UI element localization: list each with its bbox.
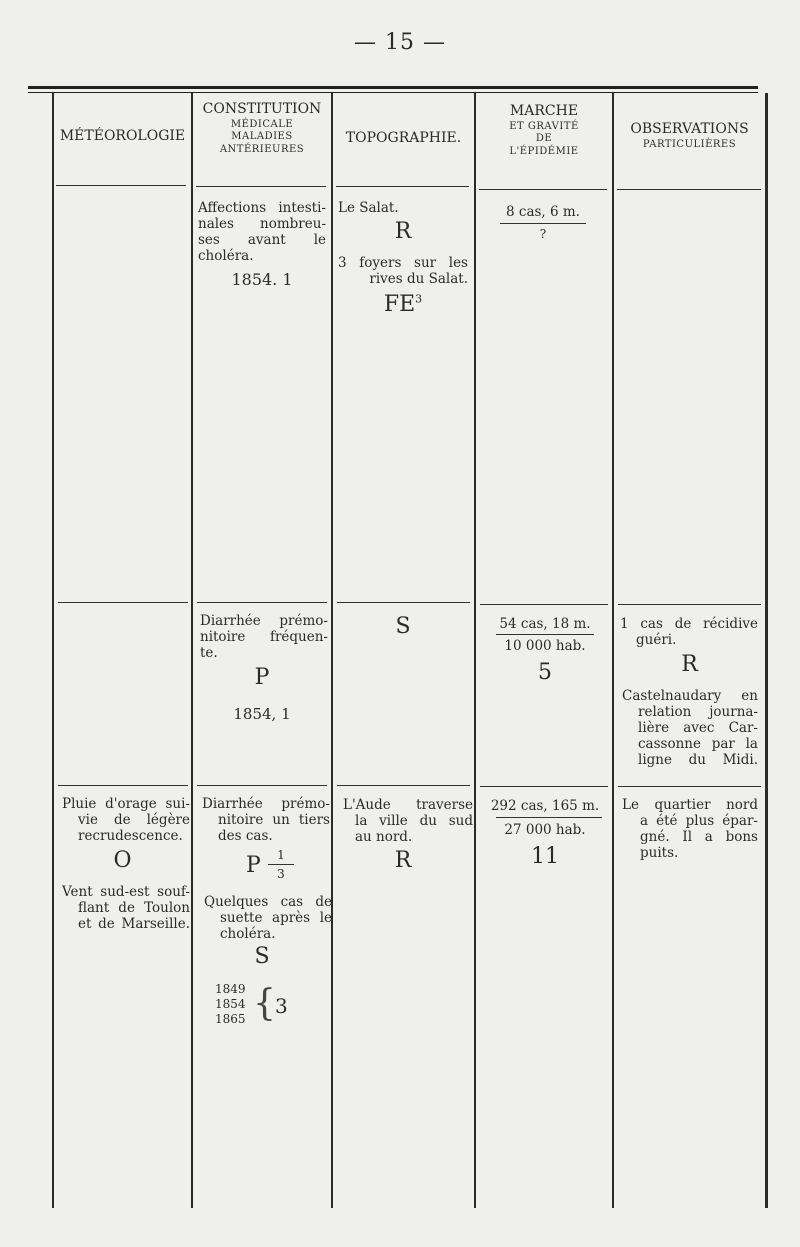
- row1-topo-code2-sup: 3: [415, 292, 423, 306]
- row3-meteo-code: O: [113, 848, 132, 873]
- text-line: gné. Il a bons: [640, 829, 758, 845]
- row1-marche-rule: [500, 223, 586, 224]
- row2-obs-text1: [620, 616, 758, 648]
- text-line: 3 foyers sur les: [338, 255, 468, 271]
- row1-marche-top: 8 cas, 6 m.: [506, 204, 580, 220]
- row1-topo-code2: [333, 292, 473, 317]
- row3-marche-bottom: 27 000 hab.: [504, 822, 586, 838]
- header-underline: [479, 189, 607, 190]
- row3-constitution-code2: S: [254, 944, 270, 969]
- column-line: [612, 93, 614, 1208]
- top-rule: [28, 86, 758, 89]
- row3-constitution-code: P: [246, 853, 261, 878]
- header-marche-line: L'ÉPIDÉMIE: [509, 145, 579, 157]
- row2-topo-code: S: [395, 614, 411, 639]
- row2-obs-text2: [622, 688, 758, 768]
- row3-meteo-text1: [62, 796, 190, 844]
- row1-constitution-text: [198, 200, 326, 264]
- row3-constitution-fraction: [268, 848, 294, 881]
- row-separator: [480, 604, 608, 605]
- text-line: Vent sud-est souf-: [62, 884, 190, 900]
- header-constitution-line: MÉDICALE: [230, 118, 294, 130]
- text-line: flant de Toulon: [78, 900, 190, 916]
- text-line: cassonne par la: [638, 736, 758, 752]
- row1-constitution-code: 1854. 1: [231, 270, 293, 289]
- row2-constitution-year: 1854, 1: [233, 705, 291, 723]
- row-separator: [58, 602, 188, 603]
- text-line: nitoire fréquen-: [200, 629, 328, 645]
- header-underline: [336, 186, 469, 187]
- row1-topo-line1: Le Salat.: [338, 200, 399, 216]
- text-line: choléra.: [198, 248, 254, 264]
- text-line: 1 cas de récidive: [620, 616, 758, 632]
- text-line: des cas.: [218, 828, 273, 844]
- row2-obs-code: R: [681, 652, 698, 677]
- header-meteorologie: [54, 128, 191, 146]
- row3-constitution-text2: [204, 894, 332, 942]
- text-line: ligne du Midi.: [638, 752, 758, 768]
- row2-marche-top: 54 cas, 18 m.: [499, 616, 591, 632]
- text-line: recrudescence.: [78, 828, 183, 844]
- row-separator: [197, 602, 327, 603]
- text-line: choléra.: [220, 926, 276, 942]
- row1-marche-bottom: ?: [539, 227, 547, 241]
- header-underline: [617, 189, 761, 190]
- row2-marche-bottom: 10 000 hab.: [504, 638, 586, 654]
- column-line: [52, 93, 54, 1208]
- text-line: Castelnaudary en: [622, 688, 758, 704]
- text-line: Quelques cas de: [204, 894, 332, 910]
- text-line: suette après le: [220, 910, 332, 926]
- text-line: au nord.: [355, 829, 413, 845]
- text-line: relation journa-: [638, 704, 758, 720]
- header-underline: [56, 185, 186, 186]
- text-line: L'Aude traverse: [343, 797, 473, 813]
- text-line: lière avec Car-: [638, 720, 758, 736]
- row3-constitution-years: [215, 982, 246, 1027]
- header-topographie: [333, 130, 474, 148]
- row-separator: [337, 602, 470, 603]
- row3-meteo-text2: [62, 884, 190, 932]
- text-line: vie de légère: [78, 812, 190, 828]
- header-meteorologie-text: MÉTÉOROLOGIE: [59, 128, 186, 144]
- header-constitution: [193, 101, 331, 156]
- row-separator: [618, 786, 761, 787]
- row1-topo-text2: [338, 255, 468, 287]
- row3-constitution-years-code: 3: [275, 994, 288, 1018]
- row3-obs-text: [622, 797, 758, 861]
- row-separator: [197, 785, 327, 786]
- row-separator: [58, 785, 188, 786]
- row-separator: [337, 785, 470, 786]
- text-line: nales nombreu-: [198, 216, 326, 232]
- column-line: [191, 93, 193, 1208]
- header-underline: [196, 186, 326, 187]
- text-line: et de Marseille.: [78, 916, 190, 932]
- column-line: [474, 93, 476, 1208]
- text-line: guéri.: [636, 632, 677, 648]
- top-rule-thin: [28, 92, 758, 93]
- text-line: nitoire un tiers: [218, 812, 330, 828]
- year: 1849: [215, 982, 246, 996]
- header-observations-line: PARTICULIÈRES: [642, 138, 737, 150]
- row1-topo-code2-text: FE: [383, 292, 416, 317]
- year: 1854: [215, 997, 246, 1011]
- text-line: Pluie d'orage sui-: [62, 796, 190, 812]
- header-marche-line: MARCHE: [509, 103, 579, 119]
- header-constitution-line: ANTÉRIEURES: [219, 143, 305, 155]
- row3-constitution-text1: [202, 796, 330, 844]
- text-line: rives du Salat.: [369, 271, 468, 287]
- text-line: puits.: [640, 845, 679, 861]
- header-marche-line: ET GRAVITÉ: [509, 120, 579, 132]
- text-line: Diarrhée prémo-: [200, 613, 328, 629]
- year: 1865: [215, 1012, 246, 1026]
- row3-marche-top: 292 cas, 165 m.: [490, 798, 600, 814]
- page-number: — 15 —: [354, 30, 446, 55]
- fraction-numerator: 1: [277, 848, 285, 862]
- fraction-bar: [268, 864, 294, 865]
- fraction-denominator: 3: [277, 867, 285, 881]
- row2-constitution-text: [200, 613, 328, 661]
- text-line: Diarrhée prémo-: [202, 796, 330, 812]
- row3-marche-code: 11: [531, 844, 559, 869]
- text-line: ses avant le: [198, 232, 326, 248]
- header-constitution-line: CONSTITUTION: [202, 101, 322, 117]
- text-line: la ville du sud: [355, 813, 473, 829]
- header-marche: [476, 103, 612, 158]
- column-line: [331, 93, 333, 1208]
- text-line: Le quartier nord: [622, 797, 758, 813]
- row1-topo-code1: R: [394, 219, 412, 244]
- row3-marche-rule: [496, 817, 602, 818]
- header-marche-line: DE: [535, 133, 553, 144]
- header-topographie-text: TOPOGRAPHIE.: [345, 130, 462, 146]
- row-separator: [480, 786, 608, 787]
- column-line: [765, 93, 768, 1208]
- row3-topo-code: R: [394, 848, 412, 873]
- row2-constitution-code: P: [254, 665, 270, 690]
- row-separator: [618, 604, 761, 605]
- header-constitution-line: MALADIES: [231, 131, 293, 142]
- text-line: Affections intesti-: [198, 200, 326, 216]
- row2-marche-rule: [496, 634, 594, 635]
- row3-constitution-years-brace: {: [253, 983, 276, 1024]
- header-observations-line: OBSERVATIONS: [630, 121, 749, 137]
- row2-marche-code: 5: [538, 660, 552, 685]
- text-line: te.: [200, 645, 218, 661]
- header-observations: [614, 121, 765, 151]
- row3-topo-text: [343, 797, 473, 845]
- text-line: a été plus épar-: [640, 813, 758, 829]
